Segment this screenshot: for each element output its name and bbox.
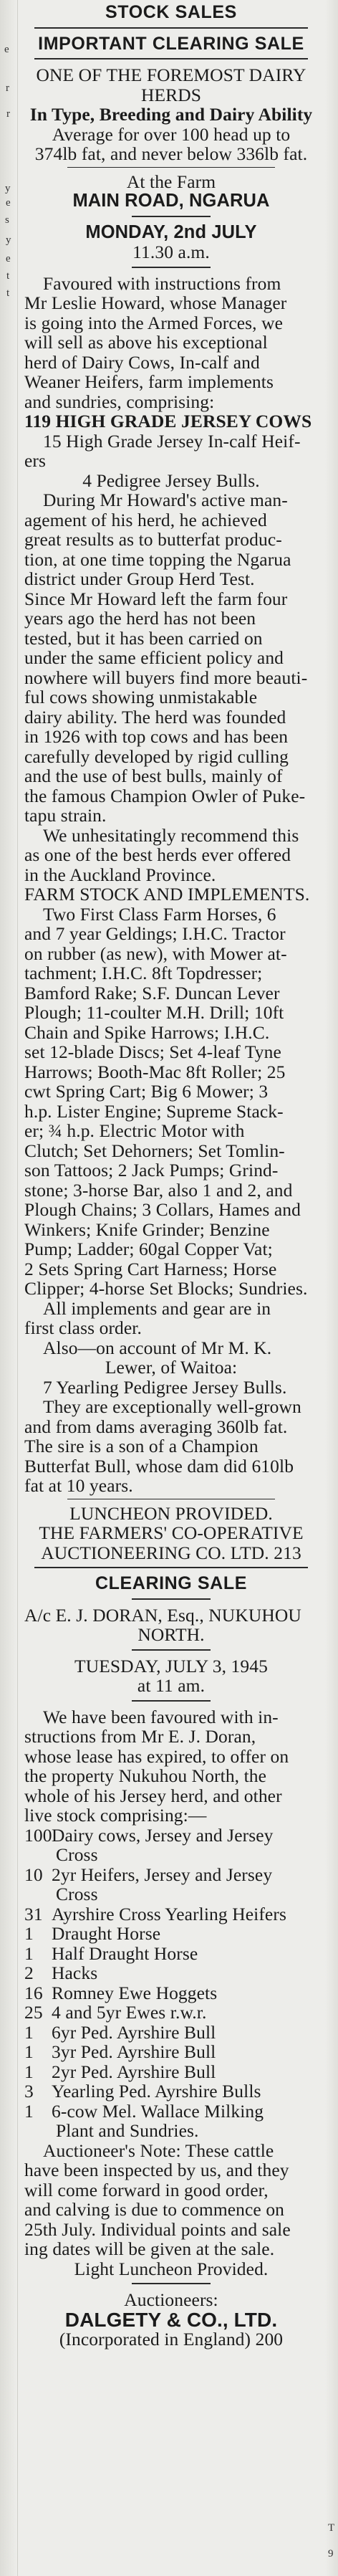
sale1-time: 11.30 a.m. — [132, 242, 210, 262]
divider — [132, 216, 211, 217]
sale2-title: CLEARING SALE — [95, 1573, 247, 1593]
body-line: Butterfat Bull, whose dam did 610lb — [24, 1455, 294, 1477]
divider — [34, 58, 308, 59]
sale1-at-the-farm: At the Farm — [126, 171, 216, 192]
body-line: and from dams averaging 360lb fat. — [24, 1416, 288, 1437]
stock-desc: 4 and 5yr Ewes r.w.r. — [52, 2002, 207, 2023]
body-line: carefully developed by rigid culling — [24, 745, 289, 767]
stock-qty: 1 — [24, 1942, 34, 1964]
margin-fragment: y — [5, 183, 11, 194]
stock-desc: Yearling Ped. Ayrshire Bulls — [52, 2081, 261, 2102]
stock-desc: 6yr Ped. Ayrshire Bull — [52, 2021, 216, 2043]
body-line: will sell as above his exceptional — [24, 332, 268, 353]
body-line: dairy ability. The herd was founded — [24, 706, 286, 728]
stock-desc: 2yr Heifers, Jersey and Jersey — [52, 1864, 273, 1885]
implements-line: Chain and Spike Harrows; I.H.C. — [24, 1021, 270, 1043]
luncheon-note: Light Luncheon Provided. — [74, 2258, 269, 2279]
stock-desc: Romney Ewe Hoggets — [52, 1982, 218, 2003]
margin-fragment: r — [6, 82, 9, 94]
header-rule — [34, 27, 308, 29]
margin-fragment: t — [6, 270, 10, 282]
body-line: years ago the herd has not been — [24, 608, 256, 629]
stock-item-heifers: 15 High Grade Jersey In-calf Heif- — [43, 430, 301, 452]
stock-row — [24, 1924, 318, 1944]
stock-row — [24, 2102, 318, 2122]
implements-line: set 12-blade Discs; Set 4-leaf Tyne — [24, 1041, 281, 1062]
pedigree-bulls: 7 Yearling Pedigree Jersey Bulls. — [43, 1376, 287, 1398]
sale1-subhead: In Type, Breeding and Dairy Ability — [29, 104, 313, 125]
auctioneer-name-line2: AUCTIONEERING CO. LTD. — [41, 1542, 269, 1563]
stock-qty: 1 — [24, 1923, 34, 1944]
sale2-account: A/c E. J. DORAN, Esq., NUKUHOU — [24, 1604, 301, 1626]
sale2-account: NORTH. — [137, 1624, 205, 1645]
body-line: and the use of best bulls, mainly of — [24, 765, 283, 786]
stock-row — [24, 1865, 318, 1885]
margin-fragment: 9 — [328, 2548, 334, 2560]
implements-line: and 7 year Geldings; I.H.C. Tractor — [24, 923, 286, 944]
implements-line: 2 Sets Spring Cart Harness; Horse — [24, 1258, 277, 1279]
right-margin-strip — [325, 0, 338, 2576]
stock-row — [24, 2003, 318, 2023]
stock-item-cows: 119 HIGH GRADE JERSEY COWS — [24, 411, 312, 431]
body-line: under the same efficient policy and — [24, 647, 284, 668]
body-line: live stock comprising:— — [24, 1805, 207, 1826]
column-header: STOCK SALES — [105, 2, 237, 22]
stock-desc: Hacks — [52, 1962, 98, 1983]
sale1-headline: ONE OF THE FOREMOST DAIRY — [36, 65, 306, 85]
incorporated-line — [24, 2329, 318, 2350]
stock-desc-cont: Plant and Sundries. — [56, 2120, 199, 2141]
luncheon-note: LUNCHEON PROVIDED. — [69, 1502, 273, 1524]
stock-qty: 3 — [24, 2081, 34, 2102]
body-line: the famous Champion Owler of Puke- — [24, 785, 306, 806]
implements-line: tachment; I.H.C. 8ft Topdresser; — [24, 963, 263, 983]
body-line: We unhesitatingly recommend this — [43, 824, 299, 846]
body-line: They are exceptionally well-grown — [43, 1396, 301, 1417]
implements-line: er; ¾ h.p. Electric Motor with — [24, 1120, 245, 1141]
body-line: 25th July. Individual points and sale — [24, 2218, 291, 2240]
stock-desc: Half Draught Horse — [52, 1942, 198, 1964]
left-margin-strip — [0, 0, 18, 2576]
body-line: first class order. — [24, 1317, 142, 1338]
stock-row — [24, 2042, 318, 2062]
also-line: Lewer, of Waitoa: — [105, 1357, 238, 1378]
stock-desc: Ayrshire Cross Yearling Heifers — [52, 1903, 286, 1924]
advertisement-column — [24, 0, 318, 2350]
sale1-average-line: Average for over 100 head up to — [52, 123, 291, 145]
margin-fragment: T — [328, 2522, 335, 2534]
stock-qty: 1 — [24, 2021, 34, 2043]
implements-line: Bamford Rake; S.F. Duncan Lever — [24, 982, 280, 1003]
company-name: DALGETY & CO., LTD. — [64, 2308, 278, 2331]
body-line: tapu strain. — [24, 805, 107, 826]
stock-desc: Draught Horse — [52, 1923, 161, 1944]
stock-qty: 1 — [24, 2061, 34, 2082]
body-line: tested, but it has been carried on — [24, 627, 263, 649]
body-line: will come forward in good order, — [24, 2179, 269, 2200]
body-line: We have been favoured with in- — [43, 1706, 279, 1727]
stock-row — [24, 2023, 318, 2043]
body-line: have been inspected by us, and they — [24, 2160, 289, 2180]
stock-qty: 16 — [24, 1982, 43, 2003]
implements-line: h.p. Lister Engine; Supreme Stack- — [24, 1100, 284, 1122]
margin-fragment: e — [4, 44, 9, 55]
body-line: Favoured with instructions from — [43, 272, 281, 294]
implements-line: Plough Chains; 3 Collars, Hames and — [24, 1199, 301, 1220]
body-line: Since Mr Howard left the farm four — [24, 588, 288, 609]
body-line: whole of his Jersey herd, and other — [24, 1785, 282, 1806]
sale1-headline: HERDS — [140, 84, 202, 105]
doran-sale-advertisement — [24, 1574, 318, 2350]
divider — [132, 1598, 211, 1600]
margin-fragment: r — [6, 108, 10, 120]
ad-number: 200 — [255, 2329, 284, 2350]
margin-fragment: y — [6, 234, 11, 246]
stock-row — [24, 1826, 318, 1846]
stock-desc: 2yr Ped. Ayrshire Bull — [52, 2061, 216, 2082]
body-line: Auctioneer's Note: These cattle — [43, 2139, 274, 2161]
stock-desc-cont: Cross — [56, 1844, 98, 1865]
incorporated-text: (Incorporated in England) — [59, 2329, 251, 2350]
body-line: fat at 10 years. — [24, 1475, 133, 1496]
implements-line: Clipper; 4-horse Set Blocks; Sundries. — [24, 1278, 308, 1299]
implements-line: stone; 3-horse Bar, also 1 and 2, and — [24, 1179, 293, 1201]
sale1-date: MONDAY, 2nd JULY — [85, 221, 257, 242]
margin-fragment: e — [6, 197, 11, 209]
body-line: as one of the best herds ever offered — [24, 844, 291, 865]
implements-line: cwt Spring Cart; Big 6 Mower; 3 — [24, 1081, 269, 1102]
stock-list — [24, 1826, 318, 2141]
sale2-date: TUESDAY, JULY 3, 1945 — [74, 1655, 268, 1676]
stock-item-heifers-cont: ers — [24, 450, 47, 471]
stock-row — [24, 1944, 318, 1964]
section-rule — [34, 1567, 308, 1568]
body-line: During Mr Howard's active man- — [43, 490, 288, 510]
implements-line: Winkers; Knife Grinder; Benzine — [24, 1218, 270, 1240]
sale1-location: MAIN ROAD, NGARUA — [72, 191, 270, 211]
divider — [132, 1700, 211, 1702]
implements-line: Pump; Ladder; 60gal Copper Vat; — [24, 1239, 273, 1259]
stock-desc: 6-cow Mel. Wallace Milking — [52, 2100, 264, 2122]
stock-row — [24, 1963, 318, 1983]
body-line: The sire is a son of a Champion — [24, 1436, 259, 1456]
body-line: Weaner Heifers, farm implements — [24, 371, 274, 392]
body-line: and sundries, comprising: — [24, 391, 215, 412]
implements-line: Two First Class Farm Horses, 6 — [43, 903, 276, 925]
stock-qty: 10 — [24, 1864, 43, 1885]
sale1-average-line: 374lb fat, and never below 336lb fat. — [34, 143, 308, 164]
stock-desc: Dairy cows, Jersey and Jersey — [52, 1824, 274, 1846]
stock-row — [24, 1983, 318, 2003]
divider — [132, 1649, 211, 1651]
auctioneer-name: THE FARMERS' CO-OPERATIVE — [39, 1522, 304, 1543]
stock-item-bulls: 4 Pedigree Jersey Bulls. — [82, 469, 260, 491]
margin-fragment: t — [6, 287, 10, 299]
body-line: agement of his herd, he achieved — [24, 509, 267, 530]
implements-line: Plough; 11-coulter M.H. Drill; 10ft — [24, 1002, 284, 1023]
body-line: Mr Leslie Howard, whose Manager — [24, 292, 287, 313]
stock-row — [24, 2062, 318, 2082]
stock-qty: 31 — [24, 1903, 43, 1924]
body-line: ful cows showing unmistakable — [24, 687, 258, 707]
implements-line: Clutch; Set Dehorners; Set Tomlin- — [24, 1140, 285, 1161]
body-line: herd of Dairy Cows, In-calf and — [24, 351, 260, 373]
stock-row — [24, 2081, 318, 2102]
body-line: great results as to butterfat produc- — [24, 529, 282, 550]
body-line: the property Nukuhou North, the — [24, 1765, 267, 1786]
body-line: and calving is due to commence on — [24, 2199, 285, 2220]
stock-qty: 1 — [24, 2100, 34, 2122]
ad-number: 213 — [274, 1542, 301, 1563]
body-line: in 1926 with top cows and has been — [24, 726, 289, 747]
body-line: is going into the Armed Forces, we — [24, 312, 284, 333]
sale1-title: IMPORTANT CLEARING SALE — [38, 33, 304, 54]
also-line: Also—on account of Mr M. K. — [43, 1337, 272, 1358]
sale2-time: at 11 am. — [137, 1675, 206, 1696]
divider — [132, 2283, 211, 2284]
body-line: All implements and gear are in — [43, 1297, 271, 1319]
stock-qty: 100 — [24, 1824, 52, 1846]
implements-heading: FARM STOCK AND IMPLEMENTS. — [24, 884, 310, 905]
stock-row — [24, 1904, 318, 1924]
body-line: in the Auckland Province. — [24, 864, 216, 885]
body-line: nowhere will buyers find more beauti- — [24, 667, 308, 688]
divider — [132, 267, 211, 268]
auctioneers-label: Auctioneers: — [124, 2289, 218, 2310]
body-line: structions from Mr E. J. Doran, — [24, 1726, 256, 1747]
implements-line: on rubber (as new), with Mower at- — [24, 943, 287, 964]
stock-qty: 1 — [24, 2041, 34, 2062]
divider — [67, 167, 275, 168]
body-line: ing dates will be given at the sale. — [24, 2238, 275, 2259]
stock-qty: 25 — [24, 2002, 43, 2023]
stock-qty: 2 — [24, 1962, 34, 1983]
body-line: tion, at one time topping the Ngarua — [24, 548, 291, 570]
implements-line: Harrows; Booth-Mac 8ft Roller; 25 — [24, 1061, 286, 1082]
body-line: district under Group Herd Test. — [24, 568, 255, 589]
body-line: whose lease has expired, to offer on — [24, 1745, 289, 1767]
implements-line: son Tattoos; 2 Jack Pumps; Grind- — [24, 1160, 279, 1180]
stock-desc: 3yr Ped. Ayrshire Bull — [52, 2041, 216, 2062]
howard-sale-advertisement — [24, 34, 318, 1563]
auctioneer-name — [24, 1543, 318, 1563]
margin-fragment: s — [5, 214, 9, 226]
margin-fragment: e — [6, 253, 11, 264]
stock-desc-cont: Cross — [56, 1884, 98, 1904]
